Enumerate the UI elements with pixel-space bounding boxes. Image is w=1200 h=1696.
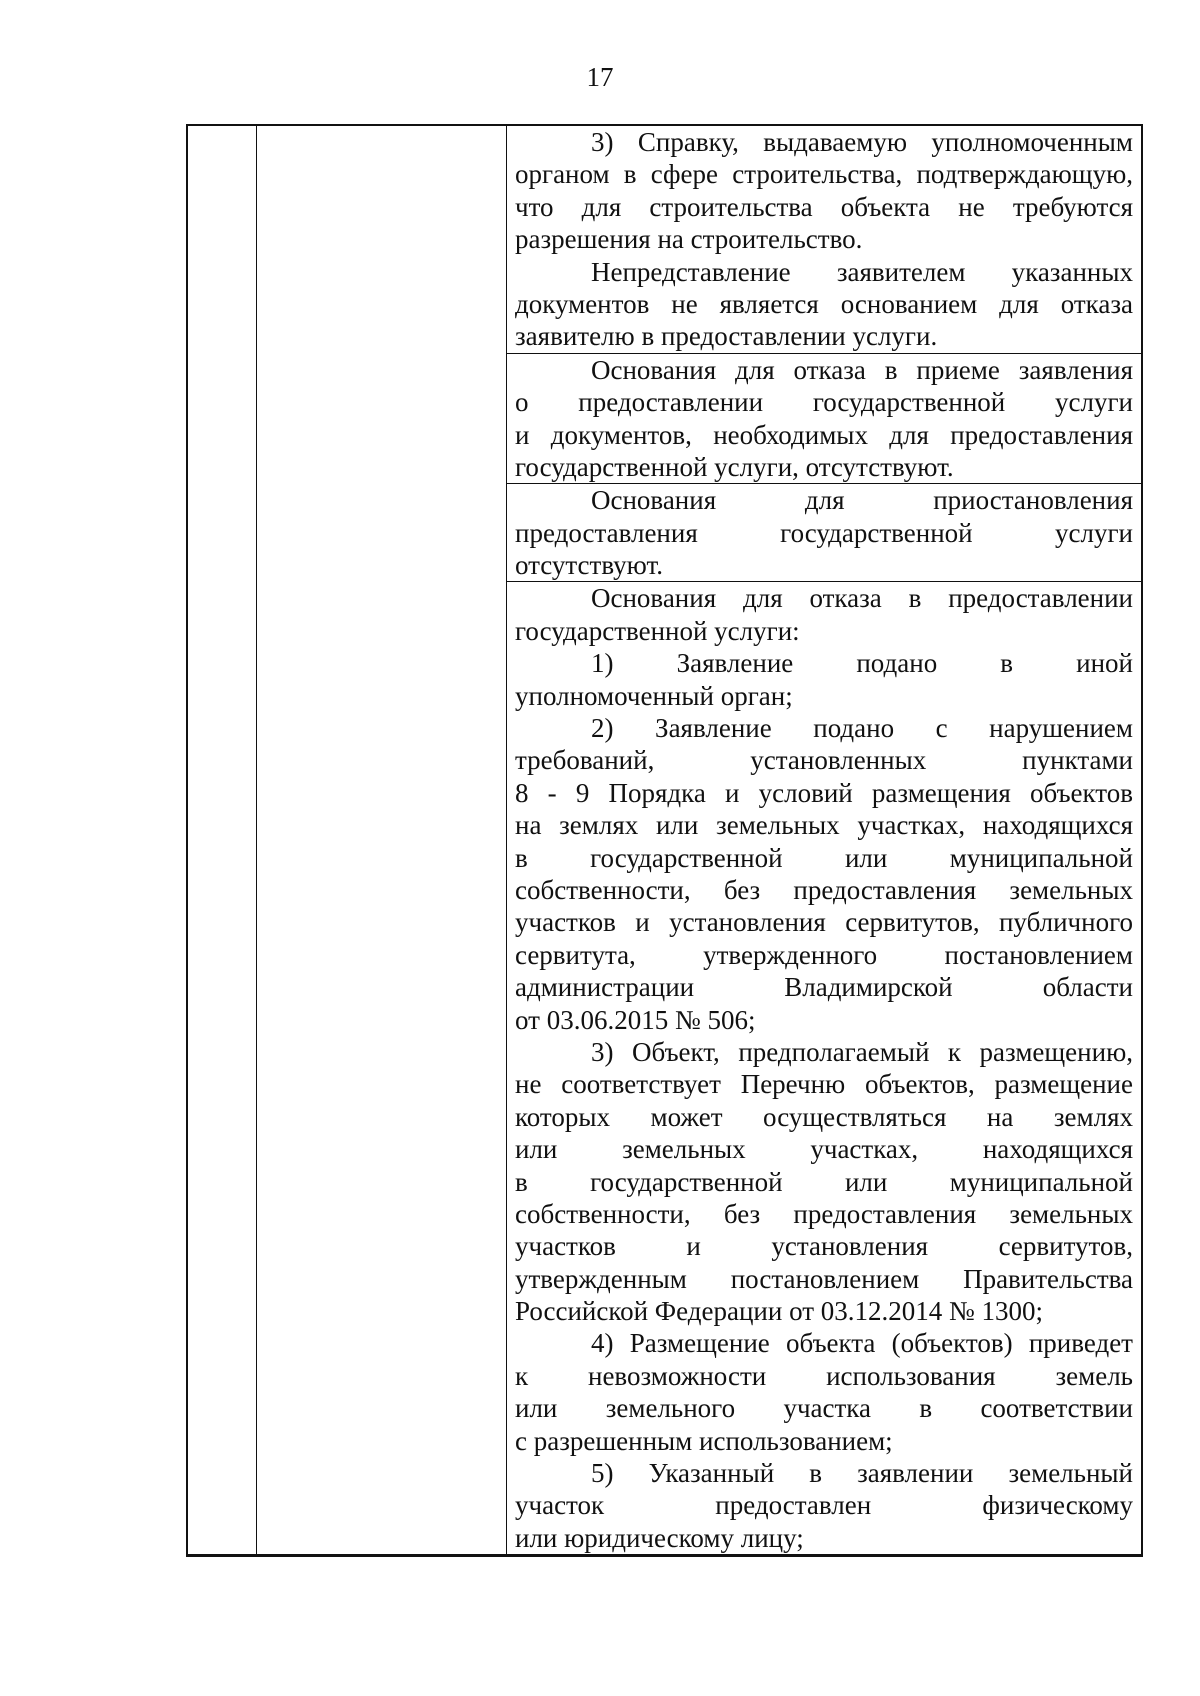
text-line: сервитута, утвержденного постановлением [515,939,1133,970]
text-line: что для строительства объекта не требуются [515,191,1133,222]
text-line: 2) Заявление подано с нарушением [591,713,1133,744]
text-line: на землях или земельных участках, находящихся [515,810,1133,841]
paragraph [515,647,1133,712]
paragraph [515,126,1133,256]
text-line: разрешения на строительство. [515,224,863,255]
text-line: в государственной или муниципальной [515,1166,1133,1197]
text-line: уполномоченный орган; [515,680,793,711]
text-line: органом в сфере строительства, подтверждающую, [515,159,1133,190]
text-line: предоставления государственной услуги [515,517,1133,548]
text-line: требований, установленных пунктами [515,745,1133,776]
text-line: собственности, без предоставления земельных [515,874,1133,905]
paragraph [515,1036,1133,1328]
paragraph [515,1457,1133,1554]
text-line: документов не является основанием для отказа [515,288,1133,319]
paragraph [515,712,1133,1036]
text-line: в государственной или муниципальной [515,842,1133,873]
text-line: от 03.06.2015 № 506; [515,1004,756,1035]
text-line: или земельного участка в соответствии [515,1393,1133,1424]
text-line: Основания для приостановления [591,485,1133,516]
paragraph [515,256,1133,353]
text-line: заявителю в предоставлении услуги. [515,321,938,352]
text-line: о предоставлении государственной услуги [515,387,1133,418]
content-column [507,126,1141,1554]
text-line: с разрешенным использованием; [515,1425,893,1456]
text-line: собственности, без предоставления земельных [515,1198,1133,1229]
text-line: не соответствует Перечню объектов, размещение [515,1069,1133,1100]
text-line: отсутствуют. [515,550,663,581]
text-line: государственной услуги: [515,615,800,646]
text-line: государственной услуги, отсутствуют. [515,451,954,482]
text-line: Основания для отказа в предоставлении [591,583,1133,614]
table-cell [507,484,1141,582]
text-line: Непредставление заявителем указанных [591,256,1133,287]
text-line: утвержденным постановлением Правительства [515,1263,1133,1294]
text-line: 4) Размещение объекта (объектов) приведет [591,1328,1133,1359]
paragraph [515,1327,1133,1457]
text-line: или земельных участках, находящихся [515,1134,1133,1165]
document-table [186,124,1143,1557]
paragraph [515,484,1133,581]
paragraph [515,582,1133,647]
text-line: 3) Справку, выдаваемую уполномоченным [591,127,1133,157]
page-number: 17 [586,62,614,92]
text-line: участков и установления сервитутов, публичного [515,907,1133,938]
table-cell [507,354,1141,485]
column-divider [256,126,257,1554]
paragraph [515,354,1133,484]
text-line: участков и установления сервитутов, [515,1231,1133,1262]
text-line: 5) Указанный в заявлении земельный [591,1458,1133,1489]
text-line: к невозможности использования земель [515,1360,1133,1391]
table-cell [507,126,1141,354]
text-line: участок предоставлен физическому [515,1490,1133,1521]
text-line: 1) Заявление подано в иной [591,648,1133,679]
text-line: Российской Федерации от 03.12.2014 № 1300; [515,1296,1044,1327]
text-line: и документов, необходимых для предоставления [515,419,1133,450]
text-line: администрации Владимирской области [515,972,1133,1003]
text-line: которых может осуществляться на землях [515,1101,1133,1132]
table-cell [507,582,1141,1554]
text-line: 3) Объект, предполагаемый к размещению, [591,1036,1133,1067]
text-line: 8 - 9 Порядка и условий размещения объектов [515,777,1133,808]
text-line: или юридическому лицу; [515,1522,804,1553]
text-line: Основания для отказа в приеме заявления [591,354,1133,385]
